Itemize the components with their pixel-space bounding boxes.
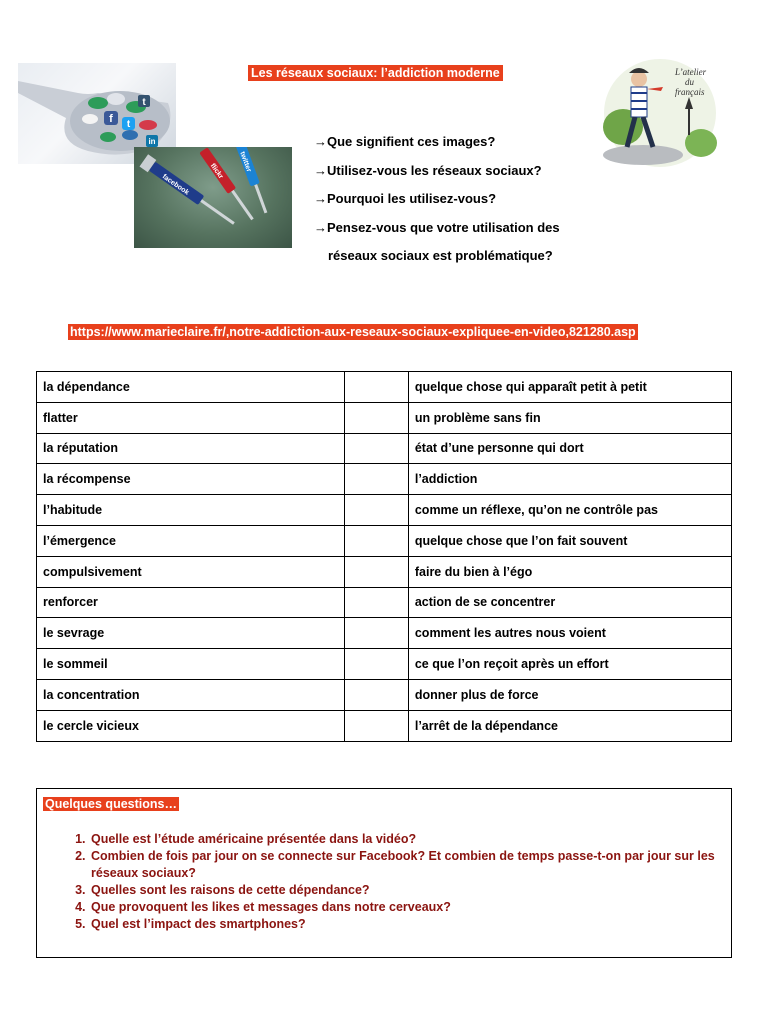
definition-cell: donner plus de force: [408, 679, 731, 710]
answer-blank-cell[interactable]: [345, 372, 409, 403]
term-cell: flatter: [37, 402, 345, 433]
term-cell: la concentration: [37, 679, 345, 710]
questions-list: [49, 831, 729, 933]
question-item: 1. Quelle est l’étude américaine présentée dans la vidéo?: [89, 831, 729, 848]
svg-text:f: f: [109, 113, 113, 125]
term-cell: l’habitude: [37, 495, 345, 526]
svg-text:twitter: twitter: [238, 150, 253, 173]
intro-question: [314, 218, 614, 247]
svg-text:t: t: [126, 119, 131, 130]
intro-question-text: Pourquoi les utilisez-vous?: [327, 191, 497, 206]
question-item: 2. Combien de fois par jour on se connecte sur Facebook? Et combien de temps passe-t-on par jour sur les réseaux sociaux?: [89, 848, 729, 882]
intro-question-continuation: réseaux sociaux est problématique?: [328, 248, 553, 263]
svg-text:in: in: [148, 137, 156, 146]
syringes-image: [134, 147, 292, 248]
term-cell: le sevrage: [37, 618, 345, 649]
definition-cell: état d’une personne qui dort: [408, 433, 731, 464]
table-row: [37, 402, 732, 433]
term-cell: la dépendance: [37, 372, 345, 403]
arrow-right-icon: →: [314, 162, 327, 178]
definition-cell: comment les autres nous voient: [408, 618, 731, 649]
intro-question: [314, 161, 614, 190]
syringes-illustration: [134, 147, 292, 248]
term-cell: la récompense: [37, 464, 345, 495]
intro-questions: [314, 132, 614, 275]
answer-blank-cell[interactable]: [345, 525, 409, 556]
intro-question-text: Utilisez-vous les réseaux sociaux?: [327, 162, 542, 178]
svg-text:t: t: [142, 97, 146, 108]
arrow-right-icon: →: [314, 134, 327, 149]
table-row: [37, 618, 732, 649]
intro-question: [314, 189, 614, 218]
atelier-du-francais-logo: [603, 57, 717, 169]
table-row: [37, 464, 732, 495]
table-row: [37, 495, 732, 526]
definition-cell: comme un réflexe, qu’on ne contrôle pas: [408, 495, 731, 526]
definition-cell: faire du bien à l’égo: [408, 556, 731, 587]
term-cell: le sommeil: [37, 649, 345, 680]
term-cell: l’émergence: [37, 525, 345, 556]
table-row: [37, 433, 732, 464]
answer-blank-cell[interactable]: [345, 464, 409, 495]
question-item: 5. Quel est l’impact des smartphones?: [89, 916, 729, 933]
intro-question-text: Que signifient ces images?: [327, 134, 496, 149]
answer-blank-cell[interactable]: [345, 618, 409, 649]
table-row: [37, 710, 732, 741]
answer-blank-cell[interactable]: [345, 587, 409, 618]
definition-cell: quelque chose qui apparaît petit à petit: [408, 372, 731, 403]
answer-blank-cell[interactable]: [345, 710, 409, 741]
term-cell: renforcer: [37, 587, 345, 618]
table-row: [37, 679, 732, 710]
table-row: [37, 587, 732, 618]
svg-text:L’atelier: L’atelier: [675, 67, 707, 77]
arrow-right-icon: →: [314, 191, 327, 206]
svg-text:flickr: flickr: [208, 162, 225, 181]
questions-box: [36, 788, 732, 958]
table-row: [37, 372, 732, 403]
definition-cell: l’arrêt de la dépendance: [408, 710, 731, 741]
definition-cell: l’addiction: [408, 464, 731, 495]
answer-blank-cell[interactable]: [345, 402, 409, 433]
table-row: [37, 649, 732, 680]
definition-cell: quelque chose que l’on fait souvent: [408, 525, 731, 556]
question-item: 4. Que provoquent les likes et messages dans notre cerveaux?: [89, 899, 729, 916]
video-link[interactable]: https://www.marieclaire.fr/,notre-addiction-aux-reseaux-sociaux-expliquee-en-video,821280.asp: [70, 325, 636, 339]
intro-question: [314, 132, 614, 161]
answer-blank-cell[interactable]: [345, 495, 409, 526]
term-cell: la réputation: [37, 433, 345, 464]
definition-cell: un problème sans fin: [408, 402, 731, 433]
question-item: 3. Quelles sont les raisons de cette dépendance?: [89, 882, 729, 899]
svg-text:français: français: [675, 87, 705, 97]
vocabulary-matching-table: [36, 371, 732, 742]
atelier-illustration: [603, 57, 717, 169]
answer-blank-cell[interactable]: [345, 649, 409, 680]
answer-blank-cell[interactable]: [345, 433, 409, 464]
svg-text:du: du: [685, 77, 694, 87]
svg-text:facebook: facebook: [160, 173, 191, 197]
table-row: [37, 525, 732, 556]
definition-cell: ce que l’on reçoit après un effort: [408, 649, 731, 680]
answer-blank-cell[interactable]: [345, 679, 409, 710]
term-cell: compulsivement: [37, 556, 345, 587]
intro-question-text: Pensez-vous que votre utilisation des: [327, 219, 560, 235]
answer-blank-cell[interactable]: [345, 556, 409, 587]
term-cell: le cercle vicieux: [37, 710, 345, 741]
table-row: [37, 556, 732, 587]
page-title: Les réseaux sociaux: l’addiction moderne: [248, 65, 503, 81]
questions-heading: Quelques questions…: [45, 797, 177, 811]
definition-cell: action de se concentrer: [408, 587, 731, 618]
arrow-right-icon: →: [314, 219, 327, 235]
